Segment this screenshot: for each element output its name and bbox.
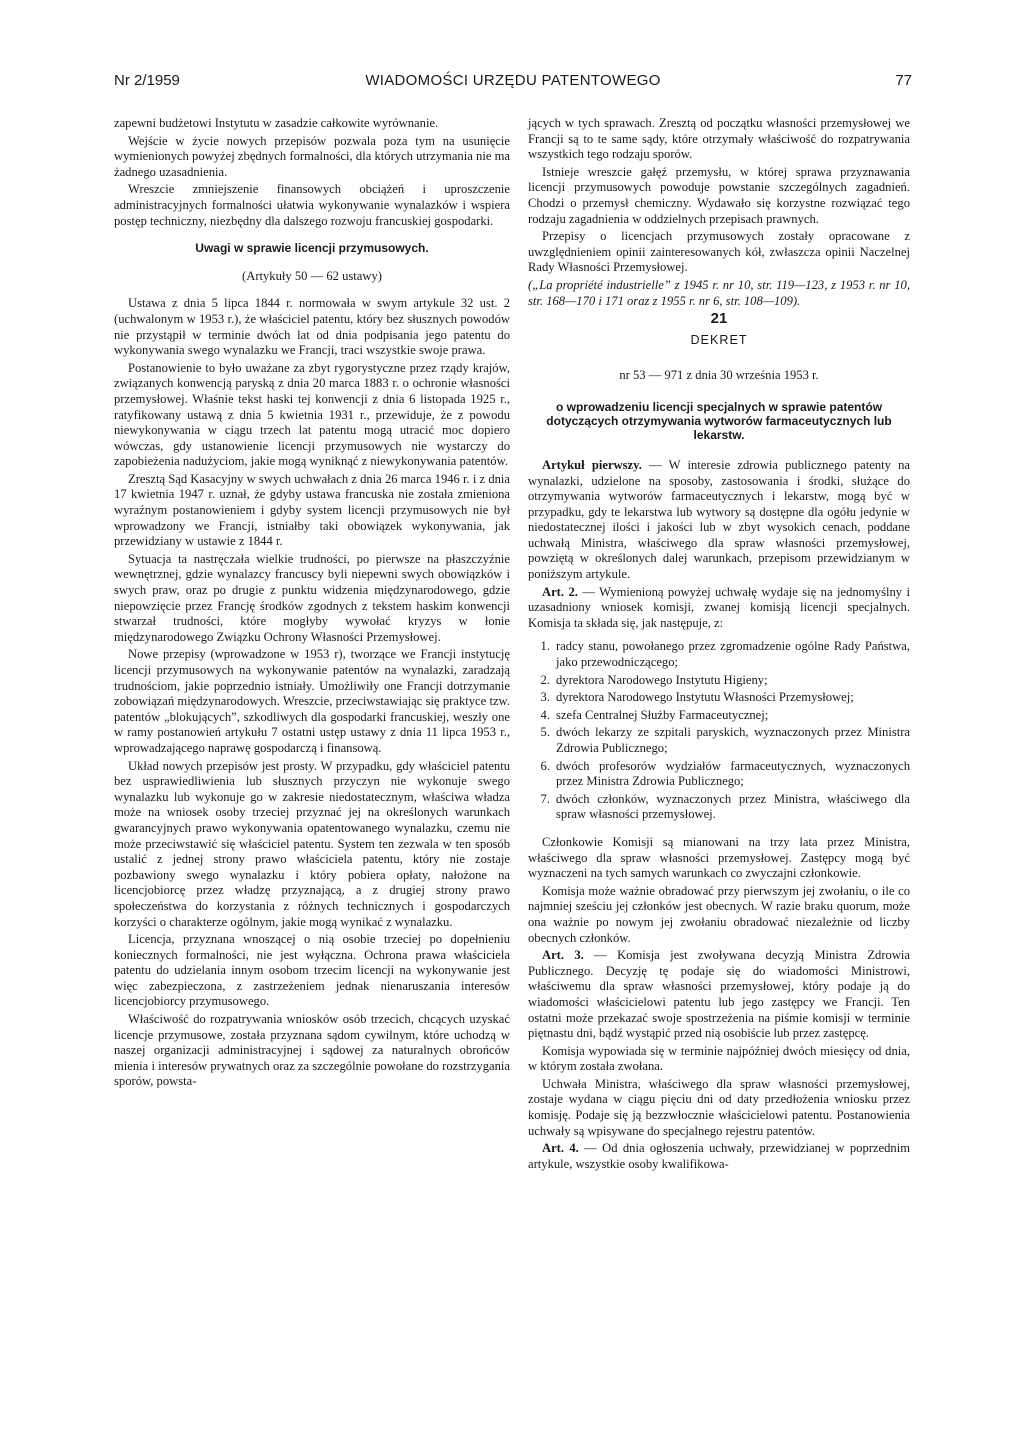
page-header (114, 72, 912, 96)
article-text: — Komisja jest zwoływana decyzją Ministra Zdrowia Publicznego. Decyzję tę podaje się do wiadomości Ministrowi, właściwemu dla spraw własności przemysłowej, który podaje ją do wiadomości właścicielowi patentu lub jego zastępcy we Francji. Ten ostatni może przekazać swoje spostrzeżenia na piśmie komisji w terminie piętnastu dni, bądź wystąpić przed nią osobiście lub przez zastępcę. (528, 948, 911, 1041)
paragraph: Sytuacja ta nastręczała wielkie trudności, po pierwsze na płaszczyźnie wewnętrznej, gdzie wynalazcy francuscy byli niepewni swych obowiązków i swych praw, oraz po drugie z punktu widzenia międzynarodowego, gdzie niepowzięcie przez Francję środków zgodnych z tekstem haskim konwencji stwarzał trudności, które mogłyby wywołać kryzys w łonie międzynarodowego Związku Ochrony Własności Przemysłowej. (114, 551, 510, 644)
article-1 (528, 458, 910, 583)
paragraph: Właściwość do rozpatrywania wniosków osób trzecich, chcących uzyskać licencje przymusowe, została przyznana sądom cywilnym, które uchodzą w naszej organizacji administracyjnej i sądowej za naturalnych obrońców mienia i interesów prywatnych oraz za szczególnie powołane do rozstrzygania sporów, powsta- (114, 1012, 510, 1089)
article-label: Artykuł pierwszy. (542, 457, 642, 472)
article-4 (528, 1141, 910, 1172)
list-item: 3. dyrektora Narodowego Instytutu Własności Przemysłowej; (540, 690, 854, 705)
list-item: 2. dyrektora Narodowego Instytutu Higieny; (540, 672, 768, 687)
paragraph: Nowe przepisy (wprowadzone w 1953 r), tworzące we Francji instytucję licencji przymusowych na wykonywanie patentów na wynalazki, zaradzają trudnościom, jakie poprzednio istniały. Umożliwiły one Francji dotrzymanie zobowiązań międzynarodowych. Wreszcie, przeciwstawiając się praktyce tzw. patentów „blokujących”, szkodliwych dla gospodarki francuskiej, weszły one w ramy postanowień artykułu 7 ostatni ustęp ustawy z dnia 11 lipca 1953 r., wprowadzającego naprawę gospodarczą i finansową. (114, 647, 510, 755)
issue-number: Nr 2/1959 (114, 72, 180, 89)
paragraph: Układ nowych przepisów jest prosty. W przypadku, gdy właściciel patentu bez usprawiedliwienia lub słusznych przyczyn nie wykonuje swego wynalazku lub wykonuje go w zakresie niedostatecznym, właściwa władza może na wniosek osoby trzeciej przyznać jej na określonych warunkach gwarancyjnych prawo wykonywania opatentowanego wynalazku, czemu nie może przeciwstawić się właściciel patentu. System ten zezwala w ten sposób ustalić z jednej strony prawo właściciela patentu, który nie zostaje pozbawiony swego wynalazku i który pobiera opłaty, nałożone na licencjobiorcę przez władzę przyznającą, a z drugiej strony prawo społeczeństwa do korzystania z różnych technicznych i gospodarczych korzyści o charakterze ogólnym, jakie mogą wynikać z wynalazku. (114, 758, 510, 929)
paragraph: jących w tych sprawach. Zresztą od początku własności przemysłowej we Francji są to te same sądy, które otrzymały właściwość do rozpatrywania wszystkich tego rodzaju sporów. (528, 116, 910, 162)
section-subheading: (Artykuły 50 — 62 ustawy) (242, 268, 382, 283)
paragraph: Wejście w życie nowych przepisów pozwala poza tym na usunięcie wymienionych powyżej zbędnych formalności, dla których utrzymania nie ma żadnego uzasadnienia. (114, 133, 510, 179)
article-3 (528, 948, 910, 1042)
paragraph: Komisja może ważnie obradować przy pierwszym jej zwołaniu, o ile co najmniej sześciu jej członków jest obecnych. W razie braku quorum, może ona ważnie po nowym jej zwołaniu obradować niezależnie od liczby obecnych członków. (528, 883, 910, 945)
paragraph: Członkowie Komisji są mianowani na trzy lata przez Ministra, właściwego dla spraw własności przemysłowej. Zastępcy mogą być wyznaczeni na tych samych warunkach co zwyczajni członkowie. (528, 834, 910, 881)
paragraph: Istnieje wreszcie gałęź przemysłu, w której sprawa przyznawania licencji przymusowych powoduje powstanie szczególnych zagadnień. Chodzi o przemysł chemiczny. Wydawało się korzystne rozwiązać tego rodzaju zagadnienia w oddzielnych przepisach prawnych. (528, 164, 910, 226)
paragraph: Wreszcie zmniejszenie finansowych obciążeń i uproszczenie administracyjnych formalności ułatwia wykonywanie wynalazków i wspiera postęp techniczny, niezbędny dla dalszego rozwoju francuskiej gospodarki. (114, 182, 510, 228)
article-label: Art. 2. (542, 584, 578, 599)
journal-title: WIADOMOŚCI URZĘDU PATENTOWEGO (365, 72, 661, 89)
paragraph: Ustawa z dnia 5 lipca 1844 r. normowała w swym artykule 32 ust. 2 (uchwalonym w 1953 r.), że właściciel patentu, który bez słusznych powodów nie przystąpił w terminie dwóch lat od dnia podpisania jego patentu do wykonywania swego wynalazku we Francji, traci wszystkie swoje prawa. (114, 296, 510, 358)
article-label: Art. 3. (542, 948, 584, 963)
paragraph: Licencja, przyznana wnoszącej o nią osobie trzeciej po dopełnieniu koniecznych formalności, nie jest wyłączna. Ochrona prawa właściciela patentu do udzielania innym osobom trzecim licencji na wykonywanie jest więc zabezpieczona, z zastrzeżeniem jednak nienaruszania interesów licencjobiorcy przymusowego. (114, 932, 510, 1009)
list-item: 4. szefa Centralnej Służby Farmaceutycznej; (540, 707, 769, 722)
paragraph: Przepisy o licencjach przymusowych zostały opracowane z uwzględnieniem opinii zainteresowanych kół, zwłaszcza opinii Naczelnej Rady Własności Przemysłowej. (528, 229, 910, 275)
decree-title: o wprowadzeniu licencji specjalnych w sprawie patentów dotyczących otrzymywania wytworów farmaceutycznych lub lekarstw. (546, 399, 892, 442)
article-text: — W interesie zdrowia publicznego patenty na wynalazki, udzielone na sposoby, zastosowania i środki, służące do otrzymywania wytworów farmaceutycznych i lekarstw, mogą być w przypadku, gdy te lekarstwa lub wytwory są dostępne dla ogółu jedynie w niedostatecznej ilości i jakości lub w zbyt wysokich cenach, poddane uchwałą Ministra, właściwego dla spraw własności przemysłowej, powziętą w określonych dalej warunkach, przepisom przewidzianym w poniższym artykule. (528, 457, 910, 582)
decree-heading: DEKRET (690, 332, 748, 347)
list-item: 7. dwóch członków, wyznaczonych przez Ministra, właściwego dla spraw własności przemysłowej. (540, 791, 910, 822)
list-item: 6. dwóch profesorów wydziałów farmaceutycznych, wyznaczonych przez Ministra Zdrowia Publicznego; (540, 758, 910, 789)
list-item: 1. radcy stanu, powołanego przez zgromadzenie ogólne Rady Państwa, jako przewodniczącego; (540, 639, 910, 670)
page-number: 77 (895, 72, 912, 89)
right-column (528, 116, 910, 1174)
paragraph: Postanowienie to było uważane za zbyt rygorystyczne przez rządy krajów, związanych konwencją paryską z dnia 20 marca 1883 r. o ochronie własności przemysłowej. Właśnie tekst haski tej konwencji z dnia 6 listopada 1925 r., ratyfikowany ustawą z dnia 5 kwietnia 1931 r., przewiduje, że z powodu niewykonywania w ciągu trzech lat patentu mogą utracić moc dopiero wówczas, gdy ustanowienie licencji przymusowych nie wystarczy do zapobieżenia nadużyciom, jakie mogą wyniknąć z niewykonywania patentów. (114, 360, 510, 469)
article-label: Art. 4. (542, 1141, 579, 1156)
paragraph: Zresztą Sąd Kasacyjny w swych uchwałach z dnia 26 marca 1946 r. i z dnia 17 kwietnia 1947 r. uznał, że gdyby ustawa francuska nie została zmieniona wyraźnym postanowieniem i gdyby system licencji przymusowych nie był wprowadzony we Francji, istniałby taki obowiązek wykonywania, jak przewidziany w ustawie z 1844 r. (114, 471, 510, 549)
paragraph: zapewni budżetowi Instytutu w zasadzie całkowite wyrównanie. (114, 116, 439, 130)
article-2 (528, 585, 910, 632)
list-item: 5. dwóch lekarzy ze szpitali paryskich, wyznaczonych przez Ministra Zdrowia Publicznego; (540, 725, 910, 755)
left-column (114, 116, 510, 1092)
paragraph: Komisja wypowiada się w terminie najpóźniej dwóch miesięcy od dnia, w którym została zwołana. (528, 1043, 910, 1074)
commission-members-list (528, 639, 910, 823)
article-text: — Wymienioną powyżej uchwałę wydaje się na jednomyślny i uzasadniony wniosek komisji, zwanej komisją licencji specjalnych. Komisja ta składa się, jak następuje, z: (528, 584, 911, 630)
decree-reference: nr 53 — 971 z dnia 30 września 1953 r. (619, 368, 819, 383)
section-heading: Uwagi w sprawie licencji przymusowych. (195, 241, 429, 256)
paragraph: Uchwała Ministra, właściwego dla spraw własności przemysłowej, zostaje wydana w ciągu pięciu dni od daty przedłożenia wniosku przez komisję. Podaje się ją bezzwłocznie właścicielowi patentu. Postanowienia uchwały są wpisywane do specjalnego rejestru patentów. (528, 1076, 910, 1138)
source-citation: („La propriété industrielle” z 1945 r. nr 10, str. 119—123, z 1953 r. nr 10, str. 168—170 i 171 oraz z 1955 r. nr 6, str. 108—109). (528, 277, 910, 308)
document-number: 21 (710, 310, 728, 328)
article-text: — Od dnia ogłoszenia uchwały, przewidzianej w poprzednim artykule, wszystkie osoby kwalifikowa- (528, 1141, 911, 1171)
